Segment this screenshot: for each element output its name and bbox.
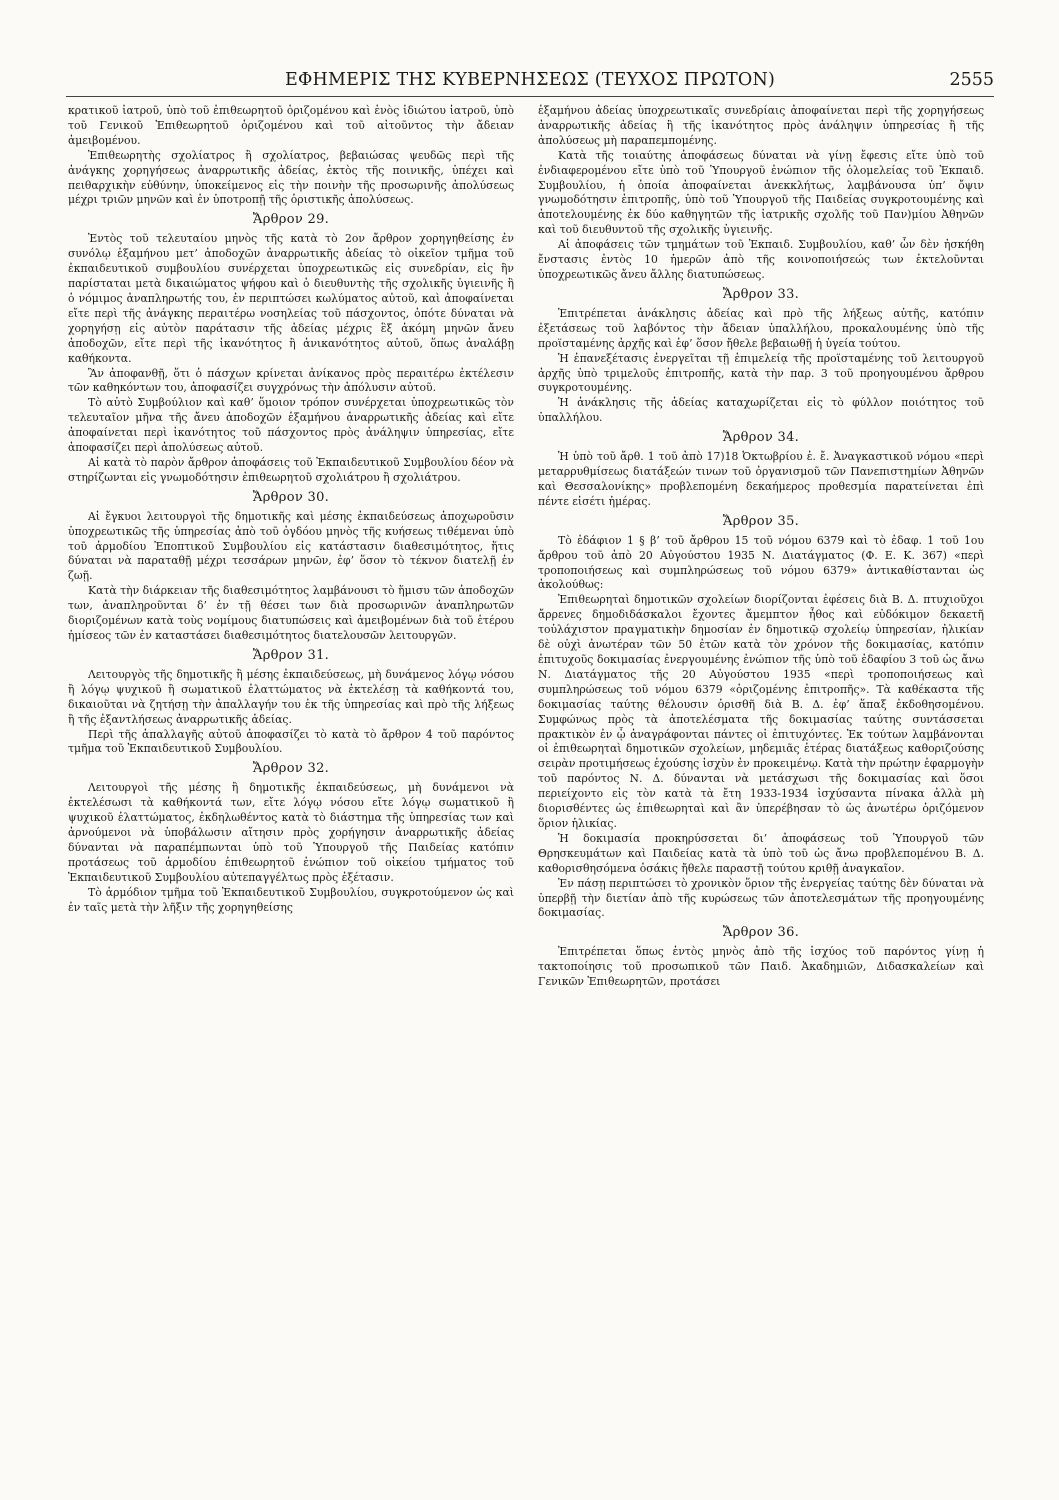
paragraph: Ἐπιτρέπεται ἀνάκλησις ἀδείας καὶ πρὸ τῆς λήξεως αὐτῆς, κατόπιν ἐξετάσεως τοῦ λαβόντος τὴν ἄδειαν ὑπαλλήλου, προκαλουμένης ὑπὸ τῆς προϊσταμένης ἀρχῆς καὶ ἐφ’ ὅσον ἤθελε βεβαιωθῇ ἡ ὑγεία τούτου. bbox=[538, 306, 984, 350]
article-heading-36: Ἄρθρον 36. bbox=[722, 925, 800, 941]
gazette-title: ΕΦΗΜΕΡΙΣ ΤΗΣ ΚΥΒΕΡΝΗΣΕΩΣ (ΤΕΥΧΟΣ ΠΡΩΤΟΝ) bbox=[284, 70, 776, 90]
article-heading-29: Ἄρθρον 29. bbox=[252, 212, 330, 228]
page-number: 2555 bbox=[949, 70, 994, 90]
right-column bbox=[538, 104, 984, 1474]
paragraph: Κατὰ τῆς τοιαύτης ἀποφάσεως δύναται νὰ γίνῃ ἔφεσις εἴτε ὑπὸ τοῦ ἐνδιαφερομένου εἴτε ὑπὸ τοῦ Ὑπουργοῦ ἐνώπιον τῆς ὁλομελείας τοῦ Ἐκπαιδ. Συμβουλίου, ἡ ὁποία ἀποφαίνεται ἀνεκκλήτως, λαμβάνουσα ὑπ’ ὄψιν γνωμοδότησιν ἐπιτροπῆς, ὑπὸ τοῦ Ὑπουργοῦ τῆς Παιδείας συγκροτουμένης καὶ ἀποτελουμένης ἐκ δύο καθηγητῶν τῆς ἰατρικῆς σχολῆς τοῦ Παν)μίου Ἀθηνῶν καὶ τοῦ διευθυντοῦ τῆς σχολικῆς ὑγιεινῆς. bbox=[538, 148, 984, 237]
paragraph: κρατικοῦ ἰατροῦ, ὑπὸ τοῦ ἐπιθεωρητοῦ ὁριζομένου καὶ ἑνὸς ἰδιώτου ἰατροῦ, ὑπὸ τοῦ Γενικοῦ Ἐπιθεωρητοῦ ὁριζομένου καὶ τοῦ αἰτοῦντος τὴν ἄδειαν ἀμειβομένου. bbox=[68, 104, 514, 147]
article-heading-35: Ἄρθρον 35. bbox=[722, 513, 800, 529]
header-rule bbox=[66, 96, 994, 97]
left-column bbox=[68, 104, 514, 1474]
paragraph: Αἱ κατὰ τὸ παρὸν ἄρθρον ἀποφάσεις τοῦ Ἐκπαιδευτικοῦ Συμβουλίου δέον νὰ στηρίζωνται εἰς γνωμοδότησιν ἐπιθεωρητοῦ σχολιάτρου ἢ σχολιάτρου. bbox=[68, 455, 514, 484]
paragraph: Ἐντὸς τοῦ τελευταίου μηνὸς τῆς κατὰ τὸ 2ον ἄρθρον χορηγηθείσης ἐν συνόλῳ ἑξαμήνου μετ’ ἀποδοχῶν ἀναρρωτικῆς ἀδείας τὸ οἰκεῖον τμῆμα τοῦ ἐκπαιδευτικοῦ συμβουλίου συνέρχεται ὑποχρεωτικῶς εἰς συνεδρίαν, εἰς ἣν παρίσταται μετὰ δικαιώματος ψήφου καὶ ὁ διευθυντὴς τῆς σχολικῆς ὑγιεινῆς ἢ ὁ νόμιμος ἀναπληρωτής του, ἐν περιπτώσει κωλύματος αὐτοῦ, καὶ ἀποφαίνεται εἴτε περὶ τῆς ἀνάγκης περαιτέρω νοσηλείας τοῦ πάσχοντος, ὁπότε δύναται νὰ χορηγήσῃ εἰς αὐτὸν παράτασιν τῆς ἀδείας μέχρις ἓξ ἀκόμη μηνῶν ἄνευ ἀποδοχῶν, εἴτε περὶ τῆς ἱκανότητος ἢ ἀνικανότητος αὐτοῦ, ὅπως ἀναλάβῃ καθήκοντα. bbox=[68, 232, 514, 365]
paragraph: Ἡ ἀνάκλησις τῆς ἀδείας καταχωρίζεται εἰς τὸ φύλλον ποιότητος τοῦ ὑπαλλήλου. bbox=[538, 396, 984, 425]
paragraph: Κατὰ τὴν διάρκειαν τῆς διαθεσιμότητος λαμβάνουσι τὸ ἥμισυ τῶν ἀποδοχῶν των, ἀναπληροῦνται δ’ ἐν τῇ θέσει των διὰ προσωρινῶν ἀναπληρωτῶν διοριζομένων κατὰ τοὺς νομίμους διατυπώσεις καὶ ἀμειβομένων διὰ τοῦ ἑτέρου ἡμίσεος τῶν ἐν καταστάσει διαθεσιμότητος διατελουσῶν λειτουργῶν. bbox=[68, 584, 514, 642]
paragraph: Λειτουργὸς τῆς δημοτικῆς ἢ μέσης ἐκπαιδεύσεως, μὴ δυνάμενος λόγῳ νόσου ἢ λόγῳ ψυχικοῦ ἢ σωματικοῦ ἐλαττώματος νὰ ἐκτελέσῃ τὰ καθήκοντά του, δικαιοῦται νὰ ζητήσῃ τὴν ἀπαλλαγήν του ἐκ τῆς ὑπηρεσίας καὶ πρὸ τῆς λήξεως ἢ τῆς ἐξαντλήσεως ἀναρρωτικῆς ἀδείας. bbox=[68, 667, 514, 726]
paragraph: Ἂν ἀποφανθῇ, ὅτι ὁ πάσχων κρίνεται ἀνίκανος πρὸς περαιτέρω ἐκτέλεσιν τῶν καθηκόντων του, ἀποφασίζει συγχρόνως τὴν ἀπόλυσιν αὐτοῦ. bbox=[68, 366, 514, 395]
article-heading-33: Ἄρθρον 33. bbox=[722, 286, 800, 302]
article-heading-32: Ἄρθρον 32. bbox=[252, 761, 330, 777]
paragraph: Ἡ ὑπὸ τοῦ ἄρθ. 1 τοῦ ἀπὸ 17)18 Ὀκτωβρίου ἐ. ἔ. Ἀναγκαστικοῦ νόμου «περὶ μεταρρυθμίσεως διατάξεών τινων τοῦ ὀργανισμοῦ τῶν Πανεπιστημίων Ἀθηνῶν καὶ Θεσσαλονίκης» προβλεπομένη δεκαήμερος προθεσμία παρατείνεται ἐπὶ πέντε εἰσέτι ἡμέρας. bbox=[538, 450, 984, 508]
paragraph: Ἐπιτρέπεται ὅπως ἐντὸς μηνὸς ἀπὸ τῆς ἰσχύος τοῦ παρόντος γίνῃ ἡ τακτοποίησις τοῦ προσωπικοῦ τῶν Παιδ. Ἀκαδημιῶν, Διδασκαλείων καὶ Γενικῶν Ἐπιθεωρητῶν, προτάσει bbox=[538, 945, 984, 989]
paragraph: Λειτουργοὶ τῆς μέσης ἢ δημοτικῆς ἐκπαιδεύσεως, μὴ δυνάμενοι νὰ ἐκτελέσωσι τὰ καθήκοντά των, εἴτε λόγῳ νόσου εἴτε λόγῳ σωματικοῦ ἢ ψυχικοῦ ἐλαττώματος, ἐκδηλωθέντος κατὰ τὸ διάστημα τῆς ὑπηρεσίας των καὶ ἀρνούμενοι νὰ ὑποβάλωσιν αἴτησιν πρὸς χορήγησιν ἀναρρωτικῆς ἀδείας δύνανται νὰ παραπέμπωνται ὑπὸ τοῦ Ὑπουργοῦ τῆς Παιδείας κατόπιν προτάσεως τοῦ ἁρμοδίου ἐπιθεωρητοῦ ἐνώπιον τοῦ οἰκείου τμήματος τοῦ Ἐκπαιδευτικοῦ Συμβουλίου αὐτεπαγγέλτως πρὸς ἐξέτασιν. bbox=[68, 781, 514, 884]
paragraph: Αἱ ἀποφάσεις τῶν τμημάτων τοῦ Ἐκπαιδ. Συμβουλίου, καθ’ ὧν δὲν ἠσκήθη ἔνστασις ἐντὸς 10 ἡμερῶν ἀπὸ τῆς κοινοποιήσεώς των ἐκτελοῦνται ὑποχρεωτικῶς ἄνευ ἄλλης διατυπώσεως. bbox=[538, 238, 984, 281]
paragraph: ἑξαμήνου ἀδείας ὑποχρεωτικαῖς συνεδρίαις ἀποφαίνεται περὶ τῆς χορηγήσεως ἀναρρωτικῆς ἀδείας ἢ τῆς ἱκανότητος πρὸς ἀνάληψιν ὑπηρεσίας ἢ τῆς ἀπολύσεως μὴ παραπεμπομένης. bbox=[538, 104, 984, 147]
paragraph: Ἐπιθεωρητὴς σχολίατρος ἢ σχολίατρος, βεβαιώσας ψευδῶς περὶ τῆς ἀνάγκης χορηγήσεως ἀναρρωτικῆς ἀδείας, ἐκτὸς τῆς ποινικῆς, ὑπέχει καὶ πειθαρχικὴν εὐθύνην, ὑποκείμενος εἰς τὴν ποινὴν τῆς προσωρινῆς ἀπολύσεως μέχρι τριῶν μηνῶν καὶ ἐν ὑποτροπῇ τῆς ὁριστικῆς ἀπολύσεως. bbox=[68, 148, 514, 207]
article-heading-34: Ἄρθρον 34. bbox=[722, 430, 800, 446]
paragraph: Περὶ τῆς ἀπαλλαγῆς αὐτοῦ ἀποφασίζει τὸ κατὰ τὸ ἄρθρον 4 τοῦ παρόντος τμῆμα τοῦ Ἐκπαιδευτικοῦ Συμβουλίου. bbox=[68, 727, 514, 756]
paragraph: Ἐν πάσῃ περιπτώσει τὸ χρονικὸν ὅριον τῆς ἐνεργείας ταύτης δὲν δύναται νὰ ὑπερβῇ τὴν διετίαν ἀπὸ τῆς κυρώσεως τῶν ἀποτελεσμάτων τῆς προηγουμένης δοκιμασίας. bbox=[538, 876, 984, 920]
paragraph: Ἐπιθεωρηταὶ δημοτικῶν σχολείων διορίζονται ἐφέσεις διὰ Β. Δ. πτυχιοῦχοι ἄρρενες δημοδιδάσκαλοι ἔχοντες ἄμεμπτον ἦθος καὶ εὐδόκιμον δεκαετῆ τοὐλάχιστον πραγματικὴν δημοσίαν ἐν δημοτικῷ σχολείῳ ὑπηρεσίαν, ἡλικίαν δὲ οὐχὶ ἀνωτέραν τῶν 50 ἐτῶν κατὰ τὸν χρόνον τῆς δοκιμασίας, κατόπιν ἐπιτυχοῦς δοκιμασίας ἐνεργουμένης ἐνώπιον τῆς ὑπὸ τοῦ ἐδαφίου 3 τοῦ ὡς ἄνω Ν. Διατάγματος τῆς 20 Αὐγούστου 1935 «περὶ τροποποιήσεως καὶ συμπληρώσεως τοῦ νόμου 6379 «ὁριζομένης ἐπιτροπῆς». Τὰ καθέκαστα τῆς δοκιμασίας ταύτης θέλουσιν ὁρισθῆ διὰ Β. Δ. ἐφ’ ἅπαξ ἐκδοθησομένου. Συμφώνως πρὸς τὰ ἀποτελέσματα τῆς δοκιμασίας ταύτης συντάσσεται πρακτικὸν ἐν ᾧ ἀναγράφονται πάντες οἱ ἐπιτυχόντες. Ἐκ τούτων λαμβάνονται οἱ ἐπιθεωρηταὶ δημοτικῶν σχολείων, μηδεμιᾶς ἑτέρας διατάξεως καθοριζούσης σειρὰν προτιμήσεως ἐχούσης ἰσχὺν ἐν προκειμένῳ. Κατὰ τὴν πρώτην ἐφαρμογὴν τοῦ παρόντος Ν. Δ. δύνανται νὰ μετάσχωσι τῆς δοκιμασίας καὶ ὅσοι περιείχοντο εἰς τὸν κατὰ τὰ ἔτη 1933-1934 ἰσχύσαντα πίνακα ἀλλὰ μὴ διορισθέντες ὡς ἐπιθεωρηταὶ καὶ ἂν ὑπερέβησαν τὸ ὡς ἀνωτέρω ὁριζόμενον ὅριον ἡλικίας. bbox=[538, 593, 984, 830]
article-heading-31: Ἄρθρον 31. bbox=[252, 647, 330, 663]
article-heading-30: Ἄρθρον 30. bbox=[252, 489, 330, 505]
paragraph: Ἡ δοκιμασία προκηρύσσεται δι’ ἀποφάσεως τοῦ Ὑπουργοῦ τῶν Θρησκευμάτων καὶ Παιδείας κατὰ τὰ ὑπὸ τοῦ ὡς ἄνω προβλεπομένου Β. Δ. καθορισθησόμενα ὁσάκις ἤθελε παραστῇ τούτου κριθῇ ἀναγκαῖον. bbox=[538, 831, 984, 875]
paragraph: Τὸ ἐδάφιον 1 § β’ τοῦ ἄρθρου 15 τοῦ νόμου 6379 καὶ τὸ ἐδαφ. 1 τοῦ 1ου ἄρθρου τοῦ ἀπὸ 20 Αὐγούστου 1935 Ν. Διατάγματος (Φ. Ε. Κ. 367) «περὶ τροποποιήσεως καὶ συμπληρώσεως τοῦ νόμου 6379» ἀντικαθίστανται ὡς ἀκολούθως: bbox=[538, 533, 984, 592]
paragraph: Ἡ ἐπανεξέτασις ἐνεργεῖται τῇ ἐπιμελείᾳ τῆς προϊσταμένης τοῦ λειτουργοῦ ἀρχῆς ὑπὸ τριμελοῦς ἐπιτροπῆς, κατὰ τὴν παρ. 3 τοῦ προηγουμένου ἄρθρου συγκροτουμένης. bbox=[538, 351, 984, 395]
paragraph: Τὸ αὐτὸ Συμβούλιον καὶ καθ’ ὅμοιον τρόπον συνέρχεται ὑποχρεωτικῶς τὸν τελευταῖον μῆνα τῆς ἄνευ ἀποδοχῶν ἑξαμήνου ἀναρρωτικῆς ἀδείας καὶ εἴτε ἀποφαίνεται περὶ ἱκανότητος τοῦ πάσχοντος πρὸς ἀνάληψιν ὑπηρεσίας, εἴτε ἀποφασίζει περὶ ἀπολύσεως αὐτοῦ. bbox=[68, 396, 514, 455]
paragraph: Τὸ ἁρμόδιον τμῆμα τοῦ Ἐκπαιδευτικοῦ Συμβουλίου, συγκροτούμενον ὡς καὶ ἐν ταῖς μετὰ τὴν λῆξιν τῆς χορηγηθείσης bbox=[68, 885, 514, 914]
page-header bbox=[66, 70, 994, 98]
paragraph: Αἱ ἔγκυοι λειτουργοὶ τῆς δημοτικῆς καὶ μέσης ἐκπαιδεύσεως ἀποχωροῦσιν ὑποχρεωτικῶς τῆς ὑπηρεσίας ἀπὸ τοῦ ὀγδόου μηνὸς τῆς κυήσεως τιθέμεναι ὑπὸ τοῦ ἁρμοδίου Ἐποπτικοῦ Συμβουλίου εἰς κατάστασιν διαθεσιμότητος, ἥτις δύναται νὰ παραταθῇ μέχρι τεσσάρων μηνῶν, ἐφ’ ὅσον τὸ τέκνον διατελῇ ἐν ζωῇ. bbox=[68, 509, 514, 583]
